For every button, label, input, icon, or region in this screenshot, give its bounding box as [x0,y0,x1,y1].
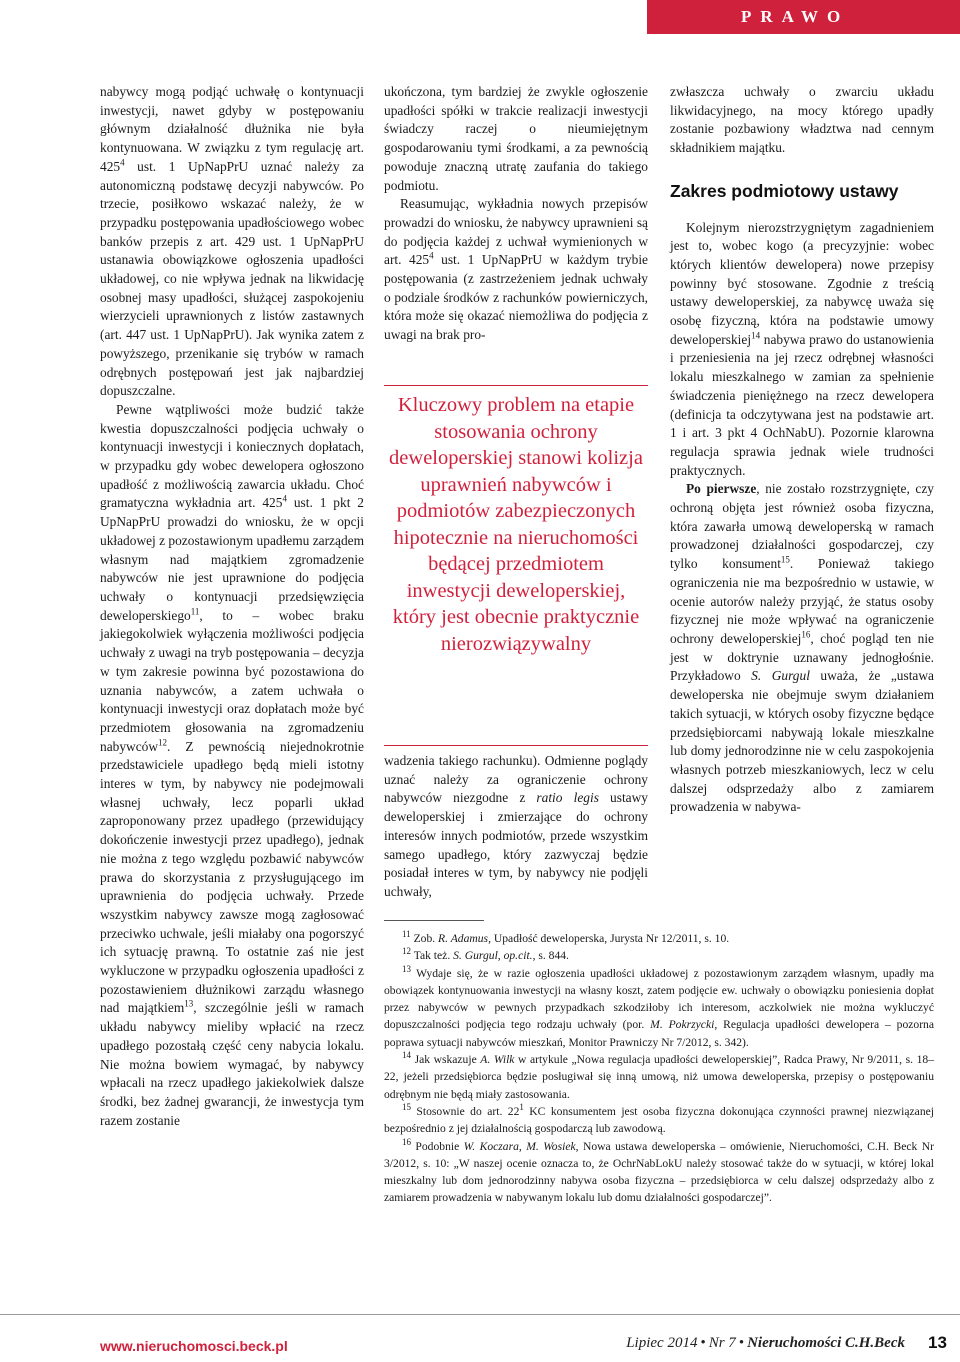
section-heading: Zakres podmiotowy ustawy [670,180,899,201]
footnote-ref[interactable]: 14 [751,330,761,341]
paragraph: nabywcy mogą podjąć uchwałę o kontynuacji inwestycji, nawet gdyby w postępowaniu głównym działalność dłużnika nie była kontynuowana. W związku z tym regulację art. $425^4$ ust. 1 UpNapPrU uznać należy za autonomiczną podstawę decyzji nabywców. Po trzecie, posiłkowo wskazać należy, że w przypadku postępowania upadłościowego wobec banków przepis z art. 429 ust. 1 UpNapPrU ustanawia obowiązkowe ogłoszenia upadłości układowej, co nie wpływa jednak na likwidację osobnej masy upadłości, służącej zaspokojeniu wierzycieli uprawnionych z listów zastawnych (art. 447 ust. 1 UpNapPrU). Jak wynika zatem z powyższego, przenikanie się trybów w ramach odrębnych postępowań jest jak najbardziej dopuszczalne. [100,84,364,399]
paragraph: zwłaszcza uchwały o zwarciu układu likwidacyjnego, na mocy którego upadły zostanie pozbawiony władztwa nad cennym składnikiem majątku. [670,84,934,156]
footnote-11: $^{11}$ Zob. R. Adamus, Upadłość deweloperska, Jurysta Nr 12/2011, s. 10. [402,929,730,945]
footnote-ref[interactable]: 13 [184,998,194,1009]
paragraph: Pewne wątpliwości może budzić także kwestia dopuszczalności podjęcia uchwały o kontynuacji inwestycji i koniecznych dopłatach, w przypadku gdy wobec dewelopera ogłoszono upadłość z możliwością zawarcia układu. Choć gramatyczna wykładnia art. $425^4$ ust. 1 pkt 2 UpNapPrU prowadzi do wniosku, że w opcji układowej z pozostawionym upadłemu zarządem własnym nad majątkiem zgromadzenie nabywców nie jest uprawnione do podjęcia uchwały o kontynuacji przedsięwzięcia deweloperskiego$^{11}$, to – wobec braku jakiegokolwiek wyłączenia możliwości podjęcia uchwały z uwagi na tryb postępowania – decyzja w tym zakresie powinna być pozostawiona do uznania nabywców, a zatem uchwała o kontynuacji inwestycji oraz dopłatach może być przedmiotem głosowania na zgromadzeniu nabywców$^{12}$. Z pewnością niejednokrotnie przedstawiciele upadłego będą mieli istotny interes w tym, by nabywcy nie podejmowali własnej uchwały, lecz poparli układ zaproponowany przez upadłego (przewidujący dokończenie inwestycji przez upadłego), jednak nie można z tego względu pozbawić nabywców prawa do skorzystania z przysługującego im uprawnienia do podjęcia uchwały. Przede wszystkim nabywcy zawsze mogą zagłosować przeciwko uchwale, jeśli miałaby ona pogorszyć ich sytuację prawną. To ostatnie zaś nie jest wykluczone w przypadku ogłoszenia upadłości z pozostawieniem dłużnikowi zarządu własnego nad majątkiem$^{13}$, szczególnie jeśli w ramach układu nabywcy mieliby wpłacić na rzecz upadłego pozostałą część ceny nabycia lokalu. Nie można bowiem wymagać, by nabywcy wpłacali na rzecz upadłego jakiekolwiek dalsze środki, bez żadnej gwarancji, że inwestycja tym razem zostanie [100,401,365,1128]
footnote-ref[interactable]: 16 [801,629,811,640]
footnote-13: $^{13}$ Wydaje się, że w razie ogłoszenia upadłości układowej z pozostawionym zarządem własnym, upadły ma obowiązek kontynuowania inwestycji na własny koszt, zatem podjęcie ew. uchwały o obowiązku poniesienia dopłat przez nabywców w pewnych przypadkach szkodziłoby ich interesom, aczkolwiek nie można wykluczyć dopuszczalności podjęcia tego rodzaju uchwały (por. M. Pokrzycki, Regulacja upadłości dewelopera – pozorna poprawa sytuacji nabywców mieszkań, Monitor Prawniczy Nr 7/2012, s. 342). [384,963,934,1049]
footnote-ref[interactable]: 15 [780,554,790,565]
footnotes [384,930,934,1207]
page-number: 13 [928,1333,947,1352]
footnote-15: $^{15}$ Stosownie do art. $22^1$ KC konsumentem jest osoba fizyczna dokonująca czynności prawnej niezwiązanej bezpośrednio z jej działalnością gospodarczą lub zawodową. [384,1102,934,1136]
paragraph: ukończona, tym bardziej że zwykle ogłoszenie upadłości spółki w trakcie realizacji inwestycji świadczy raczej o nieumiejętnym gospodarowaniu tymi środkami, a za pewnością powoduje znaczną utratę zaufania do takiego podmiotu. [384,84,648,193]
footnote-rule [384,920,484,921]
column-2 [384,83,648,345]
pullquote-top-rule [384,385,648,386]
column-3 [670,83,934,817]
footer-rule [0,1314,960,1315]
paragraph: Po pierwsze, nie zostało rozstrzygnięte, czy ochroną objęta jest również osoba fizyczna, która zawarła umową deweloperską w ramach prowadzonej działalności gospodarczej, czy tylko konsument$^{15}$. Ponieważ takiego ograniczenia nie ma bezpośrednio w ustawie, w ocenie autorów należy przyjąć, że status osoby fizycznej nie może wpływać na ograniczenie ochrony deweloperskiej$^{16}$, choć pogląd ten nie jest w doktrynie uznawany jednogłośnie. Przykładowo S. Gurgul uważa, że „ustawa deweloperska nie obejmuje swym działaniem takich sytuacji, w których osoby fizyczne będące przedsiębiorcami nabywają lokale mieszkalne lub domy jednorodzinne nie w celu zaspokojenia własnych potrzeb mieszkaniowych, lecz w celu dalszej odsprzedaży albo z zamiarem prowadzenia w nabywa- [670,481,934,815]
footer-website-link[interactable]: www.nieruchomosci.beck.pl [100,1338,288,1354]
paragraph: Reasumując, wykładnia nowych przepisów prowadzi do wniosku, że nabywcy uprawnieni są do podjęcia każdej z uchwał wymienionych w art. $425^4$ ust. 1 UpNapPrU w każdym trybie postępowania (z zastrzeżeniem jednak uchwały o podziale środków z rachunków powierniczych, która może się okazać niemożliwa do podjęcia z uwagi na brak pro- [384,196,648,343]
footer-issue-info: Lipiec 2014 • Nr 7 • Nieruchomości C.H.Beck [626,1335,905,1351]
footnote-ref[interactable]: 11 [190,606,200,617]
footnote-16: $^{16}$ Podobnie W. Koczara, M. Wosiek, Nowa ustawa deweloperska – omówienie, Nieruchomości, C.H. Beck Nr 3/2012, s. 10: „W naszej ocenie oznacza to, że OchrNabLokU należy stosować także do w sytuacji, w której lokal mieszkalny lub dom jednorodzinny nabywa osoba fizyczna – przedsiębiorca w celu dalszej odsprzedaży albo z zamiarem prowadzenia w nabywanym lokalu lub domu działalności gospodarczej”. [384,1136,934,1205]
pullquote: Kluczowy problem na etapie stosowania ochrony deweloperskiej stanowi kolizja uprawnień nabywców i podmiotów zabezpieczonych hipotecznie na nieruchomości będącej przedmiotem inwestycji deweloperskiej, który jest obecnie praktycznie nierozwiązywalny [389,394,643,655]
footnote-14: $^{14}$ Jak wskazuje A. Wilk w artykule „Nowa regulacja upadłości deweloperskiej”, Radca Prawy, Nr 9/2011, s. 18–22, jeżeli przedsiębiorca będzie posługiwał się inną umową, niż umowa deweloperska, przepisy o postępowaniu odrębnym nie będą miały zastosowania. [384,1050,934,1101]
pullquote-bottom-rule [384,745,648,746]
footnote-12: $^{12}$ Tak też. S. Gurgul, op.cit., s. 844. [402,946,569,963]
section-tab: PRAWO [647,0,960,34]
footnote-ref[interactable]: 12 [158,737,168,748]
column-2-continued [384,752,648,902]
column-1 [100,83,364,1130]
paragraph: Kolejnym nierozstrzygniętym zagadnieniem jest to, wobec kogo (a precyzyjnie: wobec których klientów dewelopera) nowe przepisy powinny być stosowane. Zgodnie z treścią ustawy deweloperskiej, za nabywcę uważa się osobę fizyczną, która na podstawie umowy deweloperskiej$^{14}$ nabywa prawo do ustanowienia i przeniesienia na jej rzecz odrębnej własności lokalu mieszkalnego w zamian za spełnienie świadczenia pieniężnego na rzecz dewelopera (definicja ta odczytywana jest na podstawie art. 1 i art. 3 pkt 4 OchNabU). Pozornie klarowna regulacja sprawia jednak wiele trudności praktycznych. [670,219,934,478]
paragraph: wadzenia takiego rachunku). Odmienne poglądy uznać należy za ograniczenie ochrony nabywców niezgodne z ratio legis ustawy deweloperskiej i zmierzające do ochrony interesów innych podmiotów, przede wszystkim samego upadłego, który zazwyczaj będzie posiadał interes w tym, by nabywcy nie podjęli uchwały, [384,753,648,899]
